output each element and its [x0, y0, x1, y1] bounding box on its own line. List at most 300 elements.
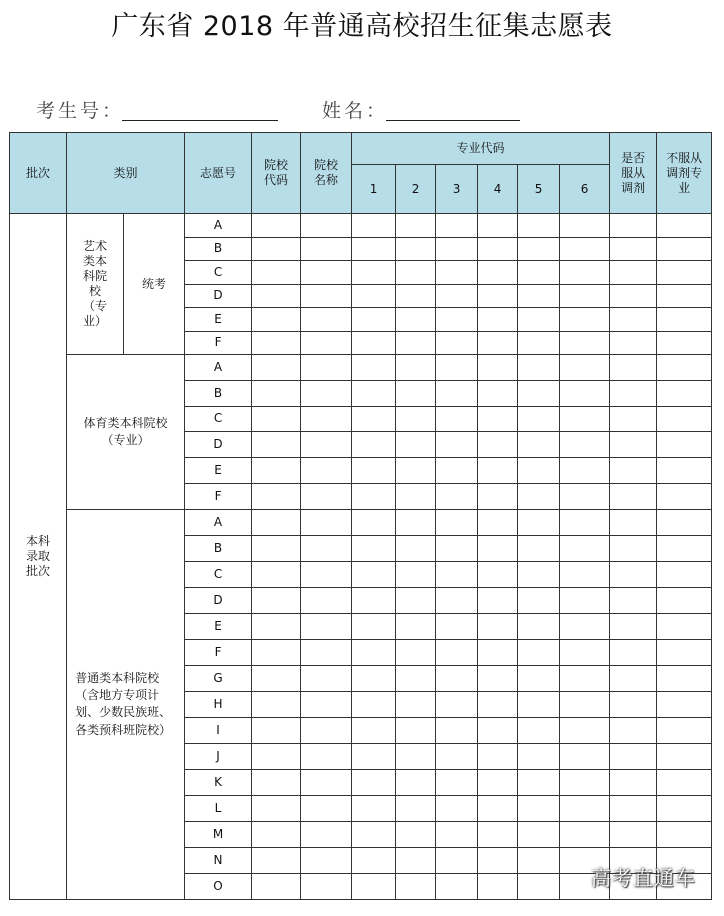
no-adjust-major-input[interactable]	[657, 821, 712, 847]
category-label: 普通类本科院校（含地方专项计划、少数民族班、各类预科班院校）	[75, 670, 172, 737]
no-adjust-major-input[interactable]	[657, 214, 712, 238]
major-number-3: 3	[436, 165, 478, 214]
no-adjust-major-input[interactable]	[657, 284, 712, 308]
major-code-3-input[interactable]	[436, 691, 478, 717]
no-adjust-major-input[interactable]	[657, 795, 712, 821]
major-code-5-input[interactable]	[518, 284, 560, 308]
major-code-6-input[interactable]	[560, 237, 610, 261]
form-title: 广东省 2018 年普通高校招生征集志愿表	[111, 11, 613, 42]
school-code-input[interactable]	[252, 847, 301, 873]
major-code-4-input[interactable]	[478, 308, 518, 332]
major-code-5-input[interactable]	[518, 821, 560, 847]
major-code-3-input[interactable]	[436, 665, 478, 691]
major-code-2-input[interactable]	[396, 795, 436, 821]
major-code-2-input[interactable]	[396, 691, 436, 717]
major-code-1-input[interactable]	[352, 432, 396, 458]
no-adjust-major-input[interactable]	[657, 691, 712, 717]
accept-adjust-input[interactable]	[610, 214, 657, 238]
major-code-4-input[interactable]	[478, 639, 518, 665]
choice-number: F	[185, 483, 252, 509]
accept-adjust-input[interactable]	[610, 561, 657, 587]
major-code-1-input[interactable]	[352, 769, 396, 795]
school-name-input[interactable]	[301, 587, 352, 613]
major-code-4-input[interactable]	[478, 261, 518, 285]
major-code-2-input[interactable]	[396, 639, 436, 665]
major-code-5-input[interactable]	[518, 639, 560, 665]
major-code-1-input[interactable]	[352, 587, 396, 613]
major-code-4-input[interactable]	[478, 691, 518, 717]
school-name-input[interactable]	[301, 237, 352, 261]
major-code-1-input[interactable]	[352, 509, 396, 535]
major-code-3-input[interactable]	[436, 355, 478, 381]
major-code-5-input[interactable]	[518, 743, 560, 769]
major-code-3-input[interactable]	[436, 561, 478, 587]
school-name-input[interactable]	[301, 717, 352, 743]
choice-number: E	[185, 613, 252, 639]
school-code-input[interactable]	[252, 665, 301, 691]
accept-adjust-input[interactable]	[610, 691, 657, 717]
major-code-6-input[interactable]	[560, 613, 610, 639]
major-code-4-input[interactable]	[478, 873, 518, 899]
choice-number: M	[185, 821, 252, 847]
no-adjust-major-input[interactable]	[657, 432, 712, 458]
major-code-4-input[interactable]	[478, 613, 518, 639]
major-code-2-input[interactable]	[396, 873, 436, 899]
school-code-input[interactable]	[252, 308, 301, 332]
school-name-input[interactable]	[301, 847, 352, 873]
major-code-1-input[interactable]	[352, 458, 396, 484]
school-code-input[interactable]	[252, 214, 301, 238]
accept-adjust-input[interactable]	[610, 406, 657, 432]
major-code-2-input[interactable]	[396, 769, 436, 795]
choice-number: A	[185, 509, 252, 535]
school-name-input[interactable]	[301, 561, 352, 587]
major-code-5-input[interactable]	[518, 509, 560, 535]
school-name-input[interactable]	[301, 509, 352, 535]
major-code-4-input[interactable]	[478, 509, 518, 535]
major-code-5-input[interactable]	[518, 847, 560, 873]
major-code-4-input[interactable]	[478, 561, 518, 587]
header-school-name	[301, 133, 352, 214]
accept-adjust-input[interactable]	[610, 743, 657, 769]
school-code-input[interactable]	[252, 873, 301, 899]
major-code-6-input[interactable]	[560, 406, 610, 432]
school-code-input[interactable]	[252, 613, 301, 639]
school-name-input[interactable]	[301, 665, 352, 691]
accept-adjust-input[interactable]	[610, 795, 657, 821]
accept-adjust-input[interactable]	[610, 509, 657, 535]
school-name-input[interactable]	[301, 380, 352, 406]
major-code-4-input[interactable]	[478, 355, 518, 381]
choice-number: A	[185, 214, 252, 238]
major-code-6-input[interactable]	[560, 795, 610, 821]
accept-adjust-input[interactable]	[610, 613, 657, 639]
choice-number: F	[185, 331, 252, 355]
major-code-4-input[interactable]	[478, 847, 518, 873]
school-name-input[interactable]	[301, 483, 352, 509]
school-name-input[interactable]	[301, 308, 352, 332]
exam-number-blank[interactable]	[122, 120, 278, 121]
major-code-5-input[interactable]	[518, 717, 560, 743]
school-code-input[interactable]	[252, 331, 301, 355]
major-code-4-input[interactable]	[478, 284, 518, 308]
major-code-3-input[interactable]	[436, 613, 478, 639]
major-code-6-input[interactable]	[560, 587, 610, 613]
major-code-5-input[interactable]	[518, 214, 560, 238]
major-code-5-input[interactable]	[518, 691, 560, 717]
header-accept-adjust	[610, 133, 657, 214]
school-code-input[interactable]	[252, 691, 301, 717]
major-code-5-input[interactable]	[518, 613, 560, 639]
major-code-5-input[interactable]	[518, 483, 560, 509]
major-code-6-input[interactable]	[560, 483, 610, 509]
category-label: 艺术类本科院校（专业）	[82, 239, 107, 328]
major-code-4-input[interactable]	[478, 717, 518, 743]
major-code-6-input[interactable]	[560, 380, 610, 406]
school-name-input[interactable]	[301, 613, 352, 639]
major-code-5-input[interactable]	[518, 769, 560, 795]
choice-number: I	[185, 717, 252, 743]
school-code-input[interactable]	[252, 406, 301, 432]
major-code-2-input[interactable]	[396, 483, 436, 509]
accept-adjust-input[interactable]	[610, 769, 657, 795]
school-code-input[interactable]	[252, 237, 301, 261]
school-code-input[interactable]	[252, 795, 301, 821]
accept-adjust-input[interactable]	[610, 821, 657, 847]
major-code-1-input[interactable]	[352, 483, 396, 509]
accept-adjust-input[interactable]	[610, 639, 657, 665]
major-code-4-input[interactable]	[478, 795, 518, 821]
major-code-5-input[interactable]	[518, 331, 560, 355]
major-code-2-input[interactable]	[396, 237, 436, 261]
major-code-4-input[interactable]	[478, 769, 518, 795]
school-name-input[interactable]	[301, 355, 352, 381]
school-code-input[interactable]	[252, 509, 301, 535]
subcategory-label: 统考	[142, 276, 167, 291]
major-code-6-input[interactable]	[560, 331, 610, 355]
major-code-6-input[interactable]	[560, 691, 610, 717]
choice-number: K	[185, 769, 252, 795]
name-blank[interactable]	[386, 120, 520, 121]
header-school-name-text: 院校名称	[314, 158, 339, 187]
accept-adjust-input[interactable]	[610, 355, 657, 381]
major-code-5-input[interactable]	[518, 237, 560, 261]
no-adjust-major-input[interactable]	[657, 308, 712, 332]
major-code-2-input[interactable]	[396, 535, 436, 561]
school-code-input[interactable]	[252, 639, 301, 665]
choice-number: A	[185, 355, 252, 381]
major-code-1-input[interactable]	[352, 639, 396, 665]
major-code-6-input[interactable]	[560, 769, 610, 795]
no-adjust-major-input[interactable]	[657, 561, 712, 587]
major-code-2-input[interactable]	[396, 665, 436, 691]
major-code-1-input[interactable]	[352, 717, 396, 743]
major-code-2-input[interactable]	[396, 717, 436, 743]
major-code-1-input[interactable]	[352, 821, 396, 847]
school-code-input[interactable]	[252, 483, 301, 509]
major-code-1-input[interactable]	[352, 847, 396, 873]
major-code-3-input[interactable]	[436, 483, 478, 509]
major-code-6-input[interactable]	[560, 214, 610, 238]
major-code-5-input[interactable]	[518, 795, 560, 821]
major-code-6-input[interactable]	[560, 561, 610, 587]
major-code-5-input[interactable]	[518, 587, 560, 613]
major-code-4-input[interactable]	[478, 535, 518, 561]
major-code-4-input[interactable]	[478, 331, 518, 355]
major-code-3-input[interactable]	[436, 821, 478, 847]
school-code-input[interactable]	[252, 432, 301, 458]
school-name-input[interactable]	[301, 432, 352, 458]
major-code-2-input[interactable]	[396, 587, 436, 613]
major-code-2-input[interactable]	[396, 261, 436, 285]
accept-adjust-input[interactable]	[610, 284, 657, 308]
major-code-3-input[interactable]	[436, 331, 478, 355]
major-code-4-input[interactable]	[478, 821, 518, 847]
major-code-3-input[interactable]	[436, 237, 478, 261]
major-code-1-input[interactable]	[352, 535, 396, 561]
header-choice-number: 志愿号	[185, 133, 252, 214]
accept-adjust-input[interactable]	[610, 717, 657, 743]
batch-label: 本科录取批次	[25, 533, 50, 578]
school-code-input[interactable]	[252, 717, 301, 743]
school-name-input[interactable]	[301, 691, 352, 717]
accept-adjust-input[interactable]	[610, 535, 657, 561]
no-adjust-major-input[interactable]	[657, 406, 712, 432]
major-code-5-input[interactable]	[518, 432, 560, 458]
major-code-6-input[interactable]	[560, 717, 610, 743]
major-number-2: 2	[396, 165, 436, 214]
major-code-6-input[interactable]	[560, 308, 610, 332]
school-name-input[interactable]	[301, 795, 352, 821]
school-code-input[interactable]	[252, 561, 301, 587]
major-code-1-input[interactable]	[352, 214, 396, 238]
no-adjust-major-input[interactable]	[657, 261, 712, 285]
no-adjust-major-input[interactable]	[657, 483, 712, 509]
major-code-2-input[interactable]	[396, 331, 436, 355]
accept-adjust-input[interactable]	[610, 458, 657, 484]
no-adjust-major-input[interactable]	[657, 237, 712, 261]
school-name-input[interactable]	[301, 284, 352, 308]
school-name-input[interactable]	[301, 873, 352, 899]
major-code-1-input[interactable]	[352, 873, 396, 899]
accept-adjust-input[interactable]	[610, 237, 657, 261]
major-code-1-input[interactable]	[352, 406, 396, 432]
category-label: 体育类本科院校（专业）	[83, 415, 168, 447]
major-code-5-input[interactable]	[518, 561, 560, 587]
major-code-3-input[interactable]	[436, 535, 478, 561]
no-adjust-major-input[interactable]	[657, 639, 712, 665]
major-code-1-input[interactable]	[352, 261, 396, 285]
choice-number: D	[185, 284, 252, 308]
major-code-3-input[interactable]	[436, 847, 478, 873]
major-code-3-input[interactable]	[436, 458, 478, 484]
major-code-5-input[interactable]	[518, 873, 560, 899]
school-code-input[interactable]	[252, 458, 301, 484]
major-code-2-input[interactable]	[396, 561, 436, 587]
major-code-2-input[interactable]	[396, 308, 436, 332]
choice-number: C	[185, 406, 252, 432]
school-name-input[interactable]	[301, 214, 352, 238]
major-code-6-input[interactable]	[560, 432, 610, 458]
school-code-input[interactable]	[252, 821, 301, 847]
choice-number: G	[185, 665, 252, 691]
choice-number: O	[185, 873, 252, 899]
major-code-2-input[interactable]	[396, 458, 436, 484]
major-code-2-input[interactable]	[396, 214, 436, 238]
major-code-1-input[interactable]	[352, 284, 396, 308]
major-code-5-input[interactable]	[518, 261, 560, 285]
school-name-input[interactable]	[301, 458, 352, 484]
school-name-input[interactable]	[301, 535, 352, 561]
no-adjust-major-input[interactable]	[657, 355, 712, 381]
no-adjust-major-input[interactable]	[657, 769, 712, 795]
major-code-3-input[interactable]	[436, 717, 478, 743]
no-adjust-major-input[interactable]	[657, 380, 712, 406]
major-code-5-input[interactable]	[518, 355, 560, 381]
choice-number: F	[185, 639, 252, 665]
major-code-6-input[interactable]	[560, 639, 610, 665]
major-code-5-input[interactable]	[518, 665, 560, 691]
major-code-3-input[interactable]	[436, 769, 478, 795]
major-code-1-input[interactable]	[352, 237, 396, 261]
accept-adjust-input[interactable]	[610, 308, 657, 332]
major-code-2-input[interactable]	[396, 284, 436, 308]
major-code-2-input[interactable]	[396, 613, 436, 639]
major-code-6-input[interactable]	[560, 665, 610, 691]
no-adjust-major-input[interactable]	[657, 458, 712, 484]
major-code-5-input[interactable]	[518, 535, 560, 561]
school-name-input[interactable]	[301, 639, 352, 665]
major-code-3-input[interactable]	[436, 743, 478, 769]
major-code-4-input[interactable]	[478, 237, 518, 261]
no-adjust-major-input[interactable]	[657, 331, 712, 355]
major-code-2-input[interactable]	[396, 380, 436, 406]
major-code-3-input[interactable]	[436, 639, 478, 665]
major-code-6-input[interactable]	[560, 284, 610, 308]
accept-adjust-input[interactable]	[610, 483, 657, 509]
major-code-3-input[interactable]	[436, 795, 478, 821]
accept-adjust-input[interactable]	[610, 432, 657, 458]
major-code-6-input[interactable]	[560, 743, 610, 769]
accept-adjust-input[interactable]	[610, 331, 657, 355]
major-code-2-input[interactable]	[396, 847, 436, 873]
school-name-input[interactable]	[301, 821, 352, 847]
major-code-4-input[interactable]	[478, 483, 518, 509]
category-cell	[67, 214, 124, 355]
major-code-1-input[interactable]	[352, 308, 396, 332]
major-code-1-input[interactable]	[352, 613, 396, 639]
major-code-2-input[interactable]	[396, 821, 436, 847]
header-no-adjust-major	[657, 133, 712, 214]
school-code-input[interactable]	[252, 535, 301, 561]
major-code-1-input[interactable]	[352, 355, 396, 381]
school-code-input[interactable]	[252, 769, 301, 795]
school-name-input[interactable]	[301, 769, 352, 795]
major-code-2-input[interactable]	[396, 406, 436, 432]
major-code-1-input[interactable]	[352, 743, 396, 769]
major-code-1-input[interactable]	[352, 691, 396, 717]
school-code-input[interactable]	[252, 355, 301, 381]
major-code-4-input[interactable]	[478, 214, 518, 238]
major-code-3-input[interactable]	[436, 308, 478, 332]
major-code-4-input[interactable]	[478, 432, 518, 458]
school-name-input[interactable]	[301, 331, 352, 355]
no-adjust-major-input[interactable]	[657, 743, 712, 769]
major-code-3-input[interactable]	[436, 587, 478, 613]
major-code-5-input[interactable]	[518, 458, 560, 484]
major-code-6-input[interactable]	[560, 355, 610, 381]
major-code-4-input[interactable]	[478, 458, 518, 484]
school-name-input[interactable]	[301, 406, 352, 432]
major-code-5-input[interactable]	[518, 308, 560, 332]
major-code-3-input[interactable]	[436, 284, 478, 308]
exam-number-label: 考生号：	[36, 100, 125, 122]
major-code-6-input[interactable]	[560, 509, 610, 535]
school-code-input[interactable]	[252, 380, 301, 406]
accept-adjust-input[interactable]	[610, 261, 657, 285]
accept-adjust-input[interactable]	[610, 587, 657, 613]
major-code-4-input[interactable]	[478, 665, 518, 691]
major-code-2-input[interactable]	[396, 509, 436, 535]
choice-number: B	[185, 535, 252, 561]
major-code-4-input[interactable]	[478, 380, 518, 406]
no-adjust-major-input[interactable]	[657, 509, 712, 535]
no-adjust-major-input[interactable]	[657, 587, 712, 613]
school-name-input[interactable]	[301, 743, 352, 769]
no-adjust-major-input[interactable]	[657, 613, 712, 639]
school-code-input[interactable]	[252, 284, 301, 308]
no-adjust-major-input[interactable]	[657, 717, 712, 743]
major-code-3-input[interactable]	[436, 406, 478, 432]
accept-adjust-input[interactable]	[610, 665, 657, 691]
major-code-2-input[interactable]	[396, 432, 436, 458]
school-code-input[interactable]	[252, 743, 301, 769]
major-code-1-input[interactable]	[352, 795, 396, 821]
major-code-4-input[interactable]	[478, 587, 518, 613]
major-code-1-input[interactable]	[352, 331, 396, 355]
major-code-5-input[interactable]	[518, 380, 560, 406]
choice-number: N	[185, 847, 252, 873]
major-code-6-input[interactable]	[560, 535, 610, 561]
no-adjust-major-input[interactable]	[657, 665, 712, 691]
major-code-6-input[interactable]	[560, 261, 610, 285]
subcategory-cell	[124, 214, 185, 355]
major-code-2-input[interactable]	[396, 355, 436, 381]
major-code-4-input[interactable]	[478, 406, 518, 432]
accept-adjust-input[interactable]	[610, 380, 657, 406]
school-code-input[interactable]	[252, 587, 301, 613]
major-code-6-input[interactable]	[560, 821, 610, 847]
major-code-6-input[interactable]	[560, 458, 610, 484]
major-code-1-input[interactable]	[352, 665, 396, 691]
major-code-3-input[interactable]	[436, 509, 478, 535]
major-code-3-input[interactable]	[436, 214, 478, 238]
major-code-5-input[interactable]	[518, 406, 560, 432]
major-code-3-input[interactable]	[436, 432, 478, 458]
major-code-4-input[interactable]	[478, 743, 518, 769]
major-code-1-input[interactable]	[352, 380, 396, 406]
major-code-3-input[interactable]	[436, 380, 478, 406]
major-code-2-input[interactable]	[396, 743, 436, 769]
name-label: 姓名：	[322, 100, 389, 122]
school-code-input[interactable]	[252, 261, 301, 285]
major-code-1-input[interactable]	[352, 561, 396, 587]
school-name-input[interactable]	[301, 261, 352, 285]
major-code-3-input[interactable]	[436, 873, 478, 899]
choice-row	[10, 355, 712, 381]
major-code-3-input[interactable]	[436, 261, 478, 285]
no-adjust-major-input[interactable]	[657, 535, 712, 561]
